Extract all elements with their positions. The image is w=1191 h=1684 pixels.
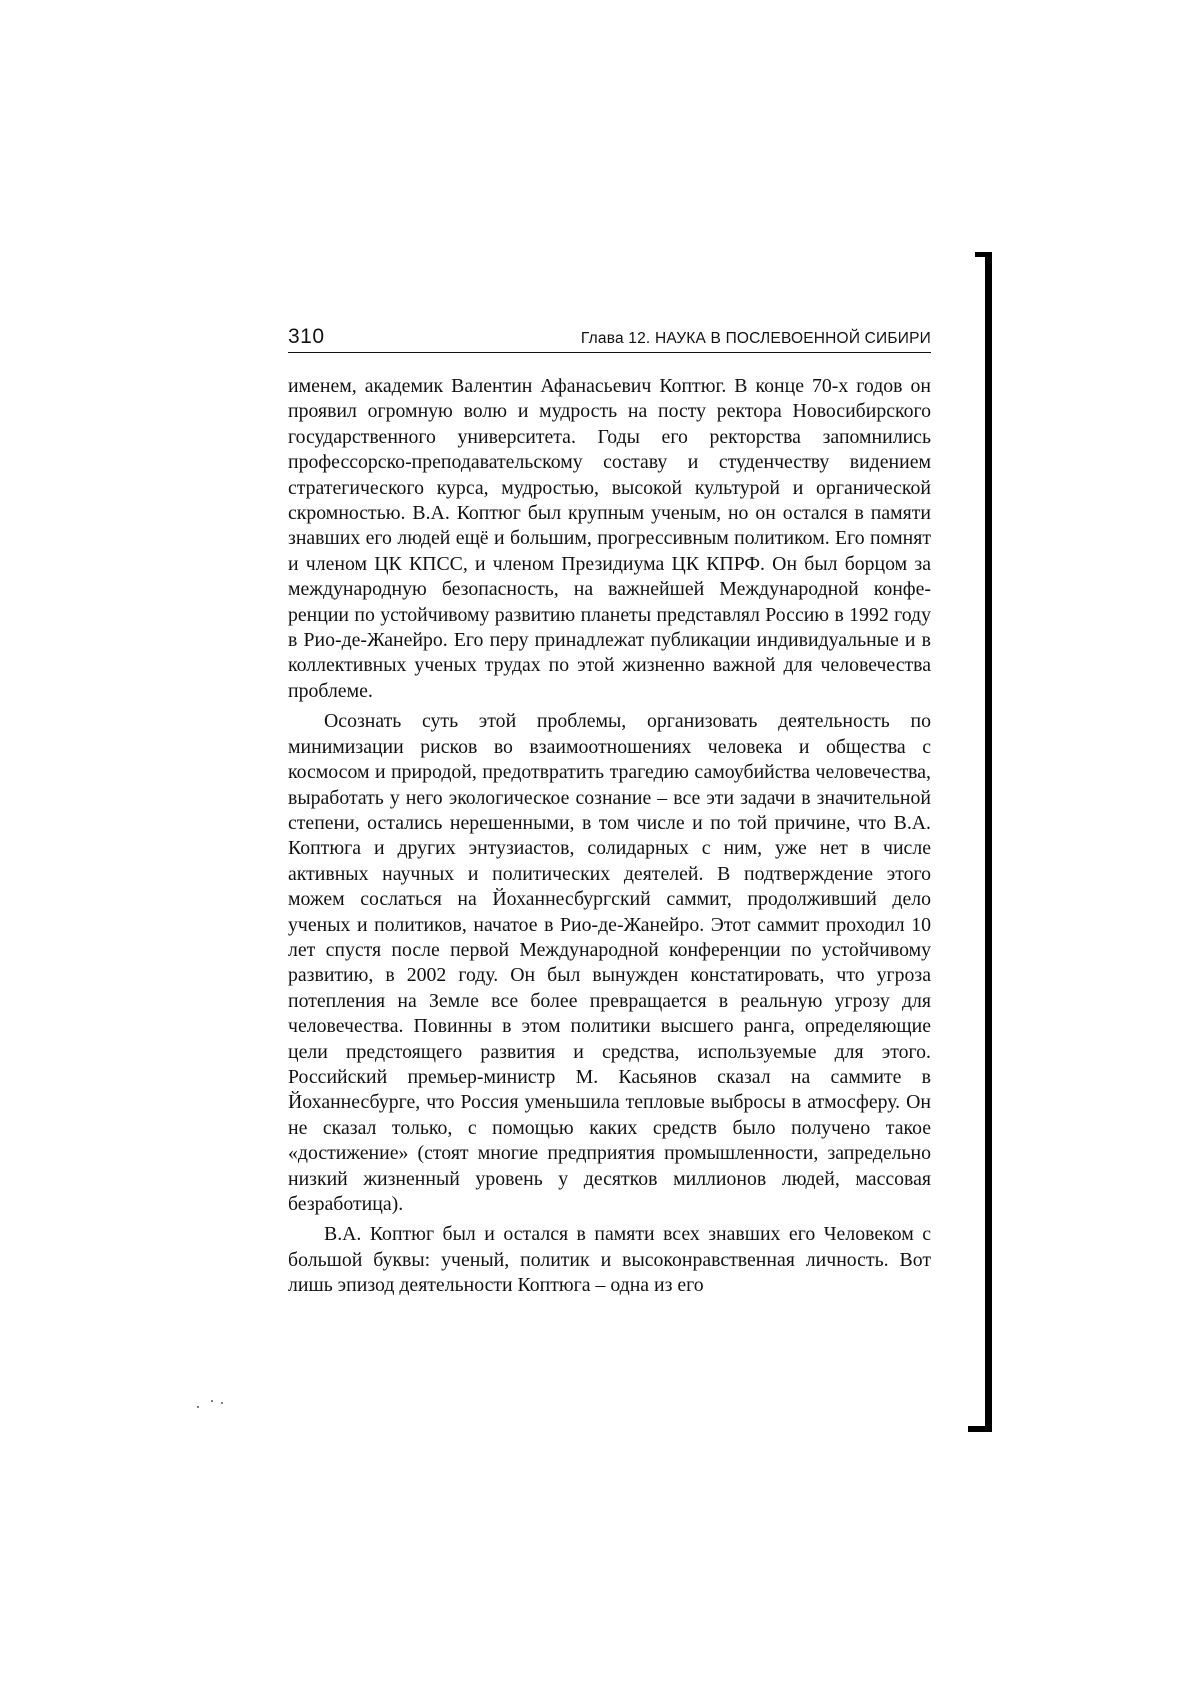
binding-edge-bottom <box>968 1426 992 1432</box>
page-header <box>288 318 931 353</box>
body-text <box>288 374 931 1304</box>
paragraph-3: В.А. Коптюг был и остался в памяти всех знавших его Человеком с большой буквы: ученый, политик и высоконравственная личность. Вот лишь эпизод деятельности Коптюга – одна из его <box>288 1223 931 1297</box>
page-number: 310 <box>288 325 325 348</box>
binding-edge <box>985 252 992 1432</box>
scan-specks <box>197 1398 237 1410</box>
running-head: Глава 12. НАУКА В ПОСЛЕВОЕННОЙ СИБИРИ <box>580 330 931 347</box>
paragraph-2: Осознать суть этой проблемы, организовать деятельность по минимизации рисков во взаимоотношениях человека и общества с космосом и природой, предотвратить трагедию самоубийства человечества, выработать у него экологическое сознание – все эти задачи в значительной степени, остались нерешенными, в том числе и по той причине, что В.А. Коптюга и других энтузиастов, солидарных с ним, уже нет в числе активных научных и политических деятелей. В подтверждение этого можем сослаться на Йоханнесбургский саммит, продолживший дело ученых и политиков, начатое в Рио-де-Жанейро. Этот саммит проходил 10 лет спустя после первой Международной конференции по устойчивому развитию, в 2002 году. Он был вынужден констатировать, что угроза потепления на Земле все более превращается в реальную угрозу для человечества. Повинны в этом политики высшего ранга, определяющие цели предстоящего развития и средства, используемые для этого. Российский премьер-министр М. Касьянов сказал на саммите в Йоханнесбурге, что Россия уменьшила тепловые выбросы в атмосферу. Он не сказал только, с помощью каких средств было получено такое «достижение» (стоят многие предприятия промышленности, запредельно низкий жизненный уровень у десятков миллионов людей, массовая безработица). <box>288 710 931 1215</box>
paragraph-1: именем, академик Валентин Афанасьевич Коптюг. В конце 70-х годов он проявил огромную волю и мудрость на посту ректора Новосибирского государственного университета. Годы его ректорства запомнились профессорско-преподавательскому составу и студенчеству видением стратегического курса, мудростью, высокой культурой и органической скромностью. В.А. Коптюг был крупным ученым, но он остался в памяти знавших его людей ещё и большим, прогрессивным политиком. Его помнят и членом ЦК КПСС, и членом Президиума ЦК КПРФ. Он был борцом за международную безопасность, на важнейшей Международной конференции по устойчивому развитию планеты представлял Россию в 1992 году в Рио-де-Жанейро. Его перу принадлежат публикации индивидуальные и в коллективных ученых трудах по этой жизненно важной для человечества проблеме. <box>288 375 931 702</box>
